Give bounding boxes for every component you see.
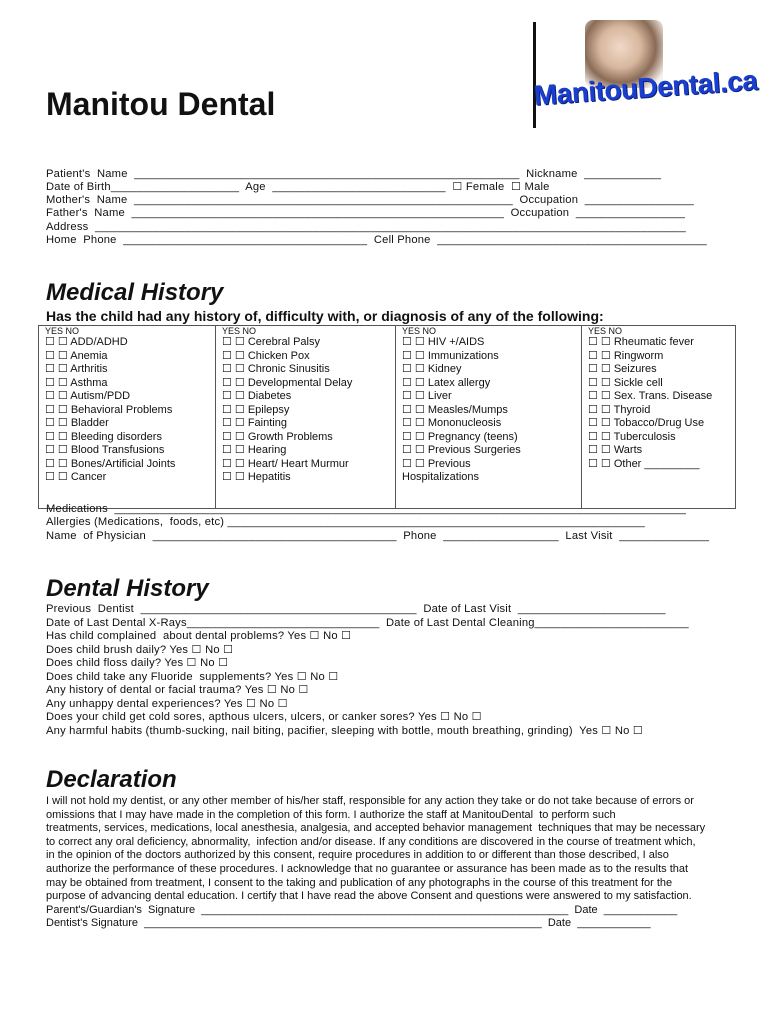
declaration-line: treatments, services, medications, local anesthesia, analgesia, and accepted behavior management techniques that may be necessary: [46, 822, 706, 835]
condition-item[interactable]: ☐ ☐ Arthritis: [45, 363, 108, 375]
condition-item[interactable]: ☐ ☐ Growth Problems: [222, 430, 333, 443]
condition-item[interactable]: ☐ ☐ Sickle cell: [588, 376, 663, 389]
conditions-column-4: [581, 326, 735, 508]
medications-line[interactable]: Medications _________________________________________________________________________________________: [46, 503, 687, 515]
yes-no-header: YES NO: [588, 326, 623, 336]
condition-item[interactable]: ☐ ☐ Latex allergy: [402, 376, 491, 389]
condition-item[interactable]: ☐ ☐ Autism/PDD: [45, 390, 131, 402]
condition-item[interactable]: ☐ ☐ Chronic Sinusitis: [222, 363, 330, 375]
medical-conditions-table: [38, 325, 736, 509]
condition-item[interactable]: ☐ ☐ Rheumatic fever: [588, 336, 694, 348]
condition-item[interactable]: ☐ ☐ Pregnancy (teens): [402, 430, 518, 443]
dental-question[interactable]: Does child brush daily? Yes ☐ No ☐: [46, 644, 234, 656]
header-divider: [533, 22, 536, 128]
condition-item[interactable]: ☐ ☐ Anemia: [45, 349, 108, 362]
condition-item[interactable]: ☐ ☐ ADD/ADHD: [45, 336, 128, 348]
father-line[interactable]: Father's Name __________________________________________________________ Occupation _________________: [46, 207, 686, 219]
dentist-signature-line[interactable]: Dentist's Signature _________________________________________________________________ Date ____________: [46, 917, 651, 930]
dob-age-gender-line[interactable]: Date of Birth____________________ Age ___________________________ ☐ Female ☐ Male: [46, 181, 550, 193]
allergies-line[interactable]: Allergies (Medications, foods, etc) _________________________________________________________________: [46, 516, 645, 528]
logo: ManitouDental.ca: [532, 64, 759, 112]
condition-item[interactable]: ☐ ☐ Ringworm: [588, 349, 664, 362]
conditions-column-1: [39, 326, 215, 508]
address-line[interactable]: Address ____________________________________________________________________________________________: [46, 221, 686, 233]
conditions-column-3: [395, 326, 582, 508]
condition-item[interactable]: ☐ ☐ Immunizations: [402, 349, 499, 362]
declaration-heading: Declaration: [46, 766, 177, 793]
condition-item[interactable]: ☐ ☐ Mononucleosis: [402, 417, 502, 429]
condition-item[interactable]: ☐ ☐ Previous Surgeries: [402, 444, 521, 456]
declaration-line: I will not hold my dentist, or any other member of his/her staff, responsible for any action they take or do not take because of errors or: [46, 795, 694, 807]
declaration-text: [46, 795, 736, 931]
condition-item[interactable]: ☐ ☐ Tuberculosis: [588, 430, 676, 443]
xray-cleaning-line[interactable]: Date of Last Dental X-Rays______________________________ Date of Last Dental Cleaning________________________: [46, 617, 689, 629]
physician-line[interactable]: Name of Physician ______________________________________ Phone __________________ Last Visit ______________: [46, 530, 710, 542]
condition-item[interactable]: ☐ ☐ Epilepsy: [222, 403, 290, 416]
dental-question[interactable]: Does child floss daily? Yes ☐ No ☐: [46, 657, 229, 669]
condition-item[interactable]: ☐ ☐ Kidney: [402, 363, 462, 375]
conditions-column-2: [215, 326, 396, 508]
condition-item[interactable]: ☐ ☐ Bones/Artificial Joints: [45, 457, 176, 470]
declaration-line: to correct any oral deficiency, abnormality, infection and/or disease. If any conditions are discovered in the course of treatment which,: [46, 835, 696, 848]
previous-dentist-line[interactable]: Previous Dentist ___________________________________________ Date of Last Visit _______________________: [46, 603, 666, 615]
condition-item[interactable]: ☐ ☐ Diabetes: [222, 390, 292, 402]
condition-item[interactable]: ☐ ☐ Previous: [402, 457, 471, 470]
medical-question: Has the child had any history of, difficulty with, or diagnosis of any of the following:: [46, 308, 604, 324]
condition-item[interactable]: ☐ ☐ HIV +/AIDS: [402, 336, 485, 348]
mother-line[interactable]: Mother's Name ___________________________________________________________ Occupation _________________: [46, 194, 694, 206]
parent-signature-line[interactable]: Parent's/Guardian's Signature ____________________________________________________________ Date ____________: [46, 903, 678, 916]
condition-item[interactable]: ☐ ☐ Hearing: [222, 444, 287, 456]
condition-item[interactable]: ☐ ☐ Tobacco/Drug Use: [588, 417, 705, 429]
declaration-line: in the opinion of the doctors authorized by this consent, require procedures in addition to or different than those described, I also: [46, 849, 669, 862]
medical-history-heading: Medical History: [46, 279, 224, 306]
dental-question[interactable]: Any history of dental or facial trauma? Yes ☐ No ☐: [46, 684, 309, 696]
condition-item[interactable]: ☐ ☐ Behavioral Problems: [45, 403, 173, 416]
dental-question[interactable]: Any harmful habits (thumb-sucking, nail biting, pacifier, sleeping with bottle, mouth breathing, grinding) Yes ☐ No ☐: [46, 725, 644, 737]
condition-item[interactable]: ☐ ☐ Thyroid: [588, 403, 651, 416]
yes-no-header: YES NO: [45, 326, 80, 336]
condition-item[interactable]: ☐ ☐ Chicken Pox: [222, 349, 310, 362]
dental-question[interactable]: Does your child get cold sores, apthous ulcers, ulcers, or canker sores? Yes ☐ No ☐: [46, 711, 482, 723]
patient-name-line[interactable]: Patient's Name ____________________________________________________________ Nickname ____________: [46, 168, 662, 180]
condition-item: Hospitalizations: [402, 471, 480, 483]
dental-history-heading: Dental History: [46, 575, 209, 602]
declaration-line: may be obtained from treatment, I consent to the taking and publication of any photographs in the course of this treatment for the: [46, 876, 673, 889]
condition-item[interactable]: ☐ ☐ Fainting: [222, 417, 287, 429]
declaration-line: authorize the performance of these procedures. I acknowledge that no guarantee or assurance has been made as to the results that: [46, 862, 689, 875]
condition-item[interactable]: ☐ ☐ Bleeding disorders: [45, 430, 162, 443]
condition-item[interactable]: ☐ ☐ Other _________: [588, 457, 700, 470]
condition-item[interactable]: ☐ ☐ Liver: [402, 390, 452, 402]
condition-item[interactable]: ☐ ☐ Cerebral Palsy: [222, 336, 320, 348]
yes-no-header: YES NO: [222, 326, 257, 336]
declaration-line: omissions that I may have made in the completion of this form. I authorize the staff at ManitouDental to perform such: [46, 808, 616, 821]
condition-item[interactable]: ☐ ☐ Heart/ Heart Murmur: [222, 457, 349, 470]
dental-question[interactable]: Has child complained about dental problems? Yes ☐ No ☐: [46, 630, 352, 642]
dental-question[interactable]: Does child take any Fluoride supplements? Yes ☐ No ☐: [46, 671, 339, 683]
declaration-line: purpose of advancing dental education. I certify that I have read the above Consent and questions were answered to my satisfaction.: [46, 890, 692, 903]
yes-no-header: YES NO: [402, 326, 437, 336]
condition-item[interactable]: ☐ ☐ Asthma: [45, 376, 108, 389]
condition-item[interactable]: ☐ ☐ Seizures: [588, 363, 657, 375]
condition-item[interactable]: ☐ ☐ Warts: [588, 444, 643, 456]
condition-item[interactable]: ☐ ☐ Blood Transfusions: [45, 444, 165, 456]
condition-item[interactable]: ☐ ☐ Measles/Mumps: [402, 403, 508, 416]
condition-item[interactable]: ☐ ☐ Bladder: [45, 417, 109, 429]
form-title: Manitou Dental: [46, 86, 276, 122]
phone-line[interactable]: Home Phone ______________________________________ Cell Phone __________________________________________: [46, 234, 707, 246]
condition-item[interactable]: ☐ ☐ Hepatitis: [222, 471, 291, 483]
condition-item[interactable]: ☐ ☐ Developmental Delay: [222, 376, 353, 389]
dental-question[interactable]: Any unhappy dental experiences? Yes ☐ No ☐: [46, 698, 288, 710]
condition-item[interactable]: ☐ ☐ Sex. Trans. Disease: [588, 390, 713, 402]
condition-item[interactable]: ☐ ☐ Cancer: [45, 471, 107, 483]
